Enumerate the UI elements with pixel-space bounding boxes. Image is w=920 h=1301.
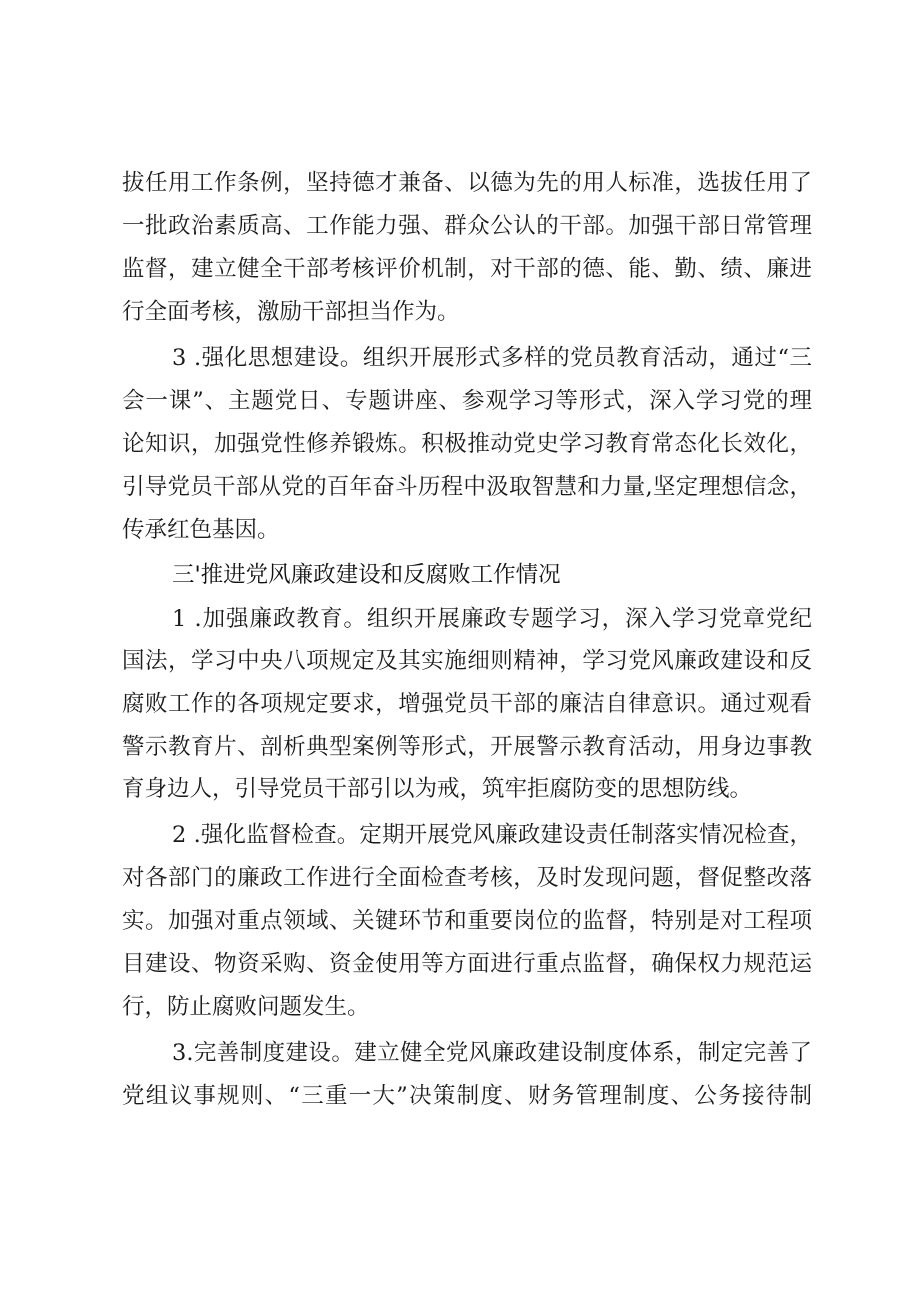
paragraph-line: 传承红色基因。 bbox=[122, 517, 280, 543]
paragraph-line: 引导党员干部从党的百年奋斗历程中汲取智慧和力量,坚定理想信念， bbox=[122, 474, 812, 500]
paragraph-line: 对各部门的廉政工作进行全面检查考核，及时发现问题，督促整改落 bbox=[122, 865, 812, 891]
paragraph-line: 腐败工作的各项规定要求，增强党员干部的廉洁自律意识。通过观看 bbox=[122, 691, 812, 717]
paragraph-line: 育身边人，引导党员干部引以为戒，筑牢拒腐防变的思想防线。 bbox=[122, 776, 753, 802]
paragraph-line: 3 .强化思想建设。组织开展形式多样的党员教育活动，通过“三 bbox=[172, 345, 812, 371]
paragraph-line: 监督，建立健全干部考核评价机制，对干部的德、能、勤、绩、廉进 bbox=[122, 256, 812, 282]
paragraph-line: 党组议事规则、“三重一大”决策制度、财务管理制度、公务接待制 bbox=[122, 1083, 812, 1109]
paragraph-line: 拔任用工作条例，坚持德才兼备、以德为先的用人标准，选拔任用了 bbox=[122, 170, 812, 196]
paragraph-line: 行，防止腐败问题发生。 bbox=[122, 994, 370, 1020]
paragraph-line: 实。加强对重点领域、关键环节和重要岗位的监督，特别是对工程项 bbox=[122, 908, 812, 934]
paragraph-line: 目建设、物资采购、资金使用等方面进行重点监督，确保权力规范运 bbox=[122, 951, 812, 977]
paragraph-line: 警示教育片、剖析典型案例等形式，开展警示教育活动，用身边事教 bbox=[122, 734, 812, 760]
section-heading: 三'推进党风廉政建设和反腐败工作情况 bbox=[172, 562, 561, 588]
paragraph-line: 一批政治素质高、工作能力强、群众公认的干部。加强干部日常管理 bbox=[122, 213, 812, 239]
paragraph-line: 行全面考核，激励干部担当作为。 bbox=[122, 299, 460, 325]
paragraph-line: 1 .加强廉政教育。组织开展廉政专题学习，深入学习党章党纪 bbox=[172, 606, 812, 632]
paragraph-line: 2 .强化监督检查。定期开展党风廉政建设责任制落实情况检查， bbox=[172, 822, 812, 848]
paragraph-line: 3.完善制度建设。建立健全党风廉政建设制度体系，制定完善了 bbox=[172, 1040, 812, 1066]
paragraph-line: 国法，学习中央八项规定及其实施细则精神，学习党风廉政建设和反 bbox=[122, 648, 812, 674]
paragraph-line: 论知识，加强党性修养锻炼。积极推动党史学习教育常态化长效化， bbox=[122, 431, 812, 457]
paragraph-line: 会一课”、主题党日、专题讲座、参观学习等形式，深入学习党的理 bbox=[122, 388, 812, 414]
